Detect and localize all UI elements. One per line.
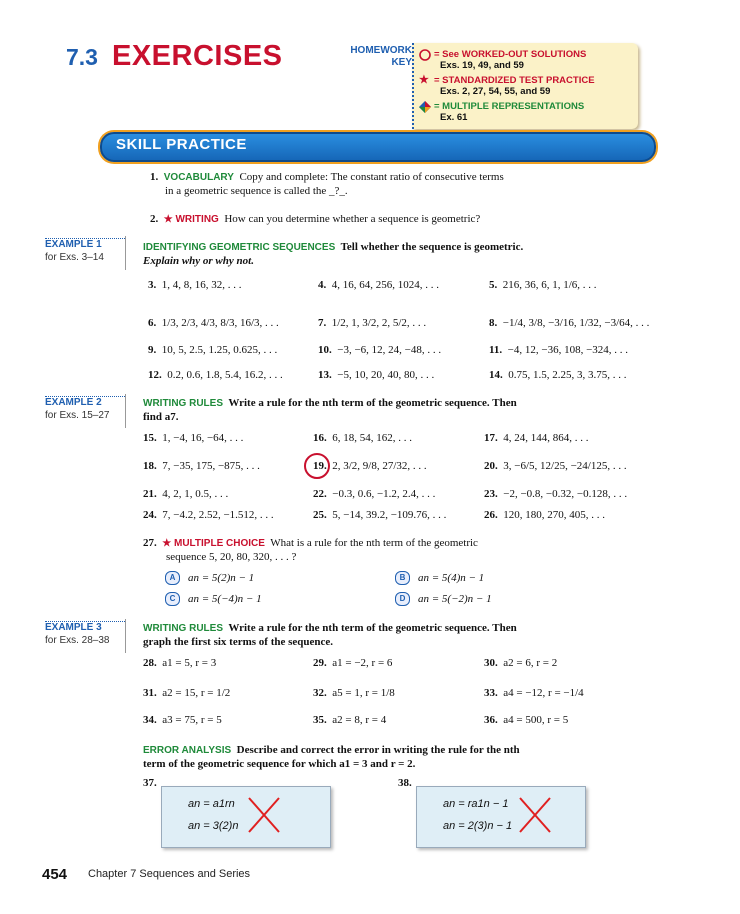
exercise-text: 4, 2, 1, 0.5, . . . [156,488,229,500]
exercise-text: 7, −4.2, 2.52, −1.512, . . . [156,509,274,521]
exercise-number: 10. [318,344,332,356]
exercise-text: 10, 5, 2.5, 1.25, 0.625, . . . [156,344,278,356]
vocab-keyword: VOCABULARY [163,172,234,183]
exercise-number: 14. [489,369,503,381]
homework-key-label [338,45,412,69]
problem-text: What is a rule for the nth term of the geometric [270,537,478,549]
key1-label: = See WORKED-OUT SOLUTIONS [434,49,587,60]
exercise-item [489,368,627,382]
exercise-number: 7. [318,317,327,329]
example-label: EXAMPLE 3 [45,622,102,633]
exercise-number: 23. [484,488,498,500]
exercise-number: 11. [489,344,503,356]
exercise-number: 36. [484,714,498,726]
exercise-number: 22. [313,488,327,500]
exercise-item [318,343,441,357]
key2-sub: Exs. 2, 27, 54, 55, and 59 [440,86,551,97]
choice-letter-icon: D [395,592,410,606]
exercise-text: a4 = −12, r = −1/4 [497,687,584,699]
key-worked-out [428,49,586,71]
exercise-number: 34. [143,714,157,726]
heading-text: Write a rule for the nth term of the geometric sequence. Then [228,622,517,634]
exercise-item [313,487,435,501]
key-multiple-rep [428,101,584,123]
problem-27-line2: sequence 5, 20, 80, 320, . . . ? [166,551,297,563]
circle-icon [419,49,431,61]
exercise-text: 0.2, 0.6, 1.8, 5.4, 16.2, . . . [161,369,283,381]
exercise-text: 7, −35, 175, −875, . . . [156,460,260,472]
example-2-tag [45,396,125,421]
exercise-item [143,713,222,727]
exercise-number: 28. [143,657,157,669]
exercise-number: 32. [313,687,327,699]
exercise-text: 1/2, 1, 3/2, 2, 5/2, . . . [326,317,427,329]
exercise-text: 216, 36, 6, 1, 1/6, . . . [497,279,597,291]
exercise-number: 6. [148,317,157,329]
error-38-line1: an = ra1n − 1 [443,798,509,810]
exercise-item [489,278,597,292]
exercise-item [484,508,605,522]
exercise-text: 120, 180, 270, 405, . . . [497,509,605,521]
key3-sub: Ex. 61 [440,112,468,123]
exercise-text: 4, 16, 64, 256, 1024, . . . [326,279,439,291]
example-1-heading-2: Explain why or why not. [143,255,254,267]
chapter-footer: Chapter 7 Sequences and Series [88,868,251,880]
example-3-tag [45,621,125,646]
exercise-item [313,656,392,670]
problem-27 [143,536,478,550]
exercise-item [484,713,568,727]
problem-37-number: 37. [143,777,157,789]
exercise-number: 3. [148,279,157,291]
example-label: EXAMPLE 1 [45,239,102,250]
example-sub: for Exs. 3–14 [45,252,104,263]
choice-text: an = 5(2)n − 1 [188,572,255,584]
section-title: EXERCISES [112,40,283,72]
exercise-item [313,431,412,445]
exercise-item [143,508,274,522]
heading-text: Write a rule for the nth term of the geometric sequence. Then [228,397,517,409]
exercise-number: 24. [143,509,157,521]
exercise-number: 20. [484,460,498,472]
choice-text: an = 5(−2)n − 1 [418,593,492,605]
exercise-number: 18. [143,460,157,472]
exercise-item [484,431,589,445]
problem-number: 2. [150,213,159,225]
exercise-text: 1, −4, 16, −64, . . . [156,432,244,444]
section-keyword: WRITING RULES [143,623,223,634]
error-analysis-heading [143,743,520,757]
exercise-text: 1/3, 2/3, 4/3, 8/3, 16/3, . . . [156,317,279,329]
exercise-number: 16. [313,432,327,444]
exercise-text: 2, 3/2, 9/8, 27/32, . . . [326,460,427,472]
problem-number: 1. [150,171,159,183]
choice-text: an = 5(4)n − 1 [418,572,485,584]
exercise-text: a4 = 500, r = 5 [497,714,569,726]
choice-d[interactable] [395,592,492,606]
example-sub: for Exs. 28–38 [45,635,110,646]
exercise-item [313,508,446,522]
exercise-item [484,487,627,501]
exercise-number: 5. [489,279,498,291]
exercise-text: −4, 12, −36, 108, −324, . . . [502,344,629,356]
choice-a[interactable] [165,571,254,585]
example-3-heading-2: graph the first six terms of the sequence. [143,636,334,648]
problem-number: 27. [143,537,157,549]
exercise-number: 9. [148,344,157,356]
choice-b[interactable] [395,571,484,585]
exercise-item [148,368,283,382]
banner-title: SKILL PRACTICE [116,136,247,153]
exercise-item [318,368,434,382]
choice-letter-icon: B [395,571,410,585]
example-3-heading [143,621,517,635]
problem-text: How can you determine whether a sequence is geometric? [224,213,481,225]
exercise-number: 4. [318,279,327,291]
section-number: 7.3 [66,44,98,70]
hw-label-line2: KEY [391,57,412,68]
exercise-text: a2 = 6, r = 2 [497,657,558,669]
exercise-number: 21. [143,488,157,500]
example-1-heading [143,240,523,254]
exercise-number: 31. [143,687,157,699]
exercise-item [143,656,216,670]
example-divider [125,619,126,653]
exercise-item [313,459,427,473]
exercise-text: −1/4, 3/8, −3/16, 1/32, −3/64, . . . [497,317,650,329]
error-38-line2: an = 2(3)n − 1 [443,820,513,832]
exercise-text: a5 = 1, r = 1/8 [326,687,395,699]
page-number: 454 [42,866,68,883]
multiple-choice-keyword: ★ MULTIPLE CHOICE [162,538,265,549]
exercise-item [484,656,557,670]
exercise-item [143,431,243,445]
worked-out-solution-circle [304,453,330,479]
exercise-item [313,686,395,700]
exercise-item [489,343,628,357]
exercise-number: 15. [143,432,157,444]
example-label: EXAMPLE 2 [45,397,102,408]
hw-label-line1: HOMEWORK [350,45,412,56]
exercise-number: 17. [484,432,498,444]
exercise-text: −5, 10, 20, 40, 80, . . . [331,369,435,381]
section-keyword: ERROR ANALYSIS [143,745,232,756]
error-37-line1: an = a1rn [188,798,235,810]
error-analysis-heading-2: term of the geometric sequence for which a1 = 3 and r = 2. [143,758,416,770]
exercise-text: a3 = 75, r = 5 [156,714,222,726]
exercise-text: a1 = 5, r = 3 [156,657,217,669]
choice-text: an = 5(−4)n − 1 [188,593,262,605]
exercise-item [318,278,439,292]
exercise-number: 35. [313,714,327,726]
example-2-heading-2: find a7. [143,411,179,423]
exercise-number: 25. [313,509,327,521]
example-divider [125,236,126,270]
error-box-37 [161,786,331,848]
key-test-practice [419,74,595,97]
exercise-item [148,343,277,357]
example-sub: for Exs. 15–27 [45,410,110,421]
exercise-item [148,278,242,292]
exercise-item [484,459,627,473]
exercise-text: 3, −6/5, 12/25, −24/125, . . . [497,460,627,472]
example-2-heading [143,396,517,410]
exercise-text: a2 = 15, r = 1/2 [156,687,231,699]
problem-1 [150,170,504,184]
example-1-tag [45,238,125,263]
exercise-number: 30. [484,657,498,669]
problem-text: Copy and complete: The constant ratio of consecutive terms [239,171,504,183]
exercise-number: 19. [313,460,327,472]
error-box-38 [416,786,586,848]
heading-text: Describe and correct the error in writing the rule for the nth [236,744,520,756]
exercise-item [143,487,228,501]
key3-label: = MULTIPLE REPRESENTATIONS [434,101,585,112]
exercise-item [318,316,426,330]
exercise-text: 0.75, 1.5, 2.25, 3, 3.75, . . . [502,369,627,381]
diamond-icon [419,101,431,113]
exercise-number: 33. [484,687,498,699]
homework-key-box [412,43,638,129]
choice-letter-icon: A [165,571,180,585]
exercise-text: −3, −6, 12, 24, −48, . . . [331,344,442,356]
exercise-number: 13. [318,369,332,381]
exercise-item [148,316,279,330]
exercise-text: a1 = −2, r = 6 [326,657,393,669]
exercise-item [489,316,649,330]
exercise-text: 1, 4, 8, 16, 32, . . . [156,279,242,291]
choice-c[interactable] [165,592,262,606]
problem-1-line2: in a geometric sequence is called the _?_. [165,185,348,197]
exercise-text: 5, −14, 39.2, −109.76, . . . [326,509,447,521]
exercise-text: −0.3, 0.6, −1.2, 2.4, . . . [326,488,436,500]
skill-practice-banner [100,132,656,162]
section-keyword: WRITING RULES [143,398,223,409]
exercise-text: a2 = 8, r = 4 [326,714,387,726]
star-icon: ★ [419,74,429,86]
x-mark-icon [517,795,553,835]
key2-label: = STANDARDIZED TEST PRACTICE [434,75,595,86]
exercise-number: 12. [148,369,162,381]
problem-2 [150,212,480,226]
exercise-item [313,713,386,727]
exercise-text: −2, −0.8, −0.32, −0.128, . . . [497,488,628,500]
problem-38-number: 38. [398,777,412,789]
exercise-item [143,686,230,700]
key1-sub: Exs. 19, 49, and 59 [440,60,524,71]
exercise-text: 4, 24, 144, 864, . . . [497,432,589,444]
exercise-number: 29. [313,657,327,669]
exercise-item [143,459,260,473]
x-mark-icon [246,795,282,835]
choice-letter-icon: C [165,592,180,606]
exercise-number: 8. [489,317,498,329]
exercise-item [484,686,584,700]
example-divider [125,394,126,428]
heading-text: Tell whether the sequence is geometric. [340,241,524,253]
exercise-text: 6, 18, 54, 162, . . . [326,432,412,444]
writing-keyword: ★ WRITING [163,214,219,225]
error-37-line2: an = 3(2)n [188,820,239,832]
section-keyword: IDENTIFYING GEOMETRIC SEQUENCES [143,242,336,253]
exercise-number: 26. [484,509,498,521]
